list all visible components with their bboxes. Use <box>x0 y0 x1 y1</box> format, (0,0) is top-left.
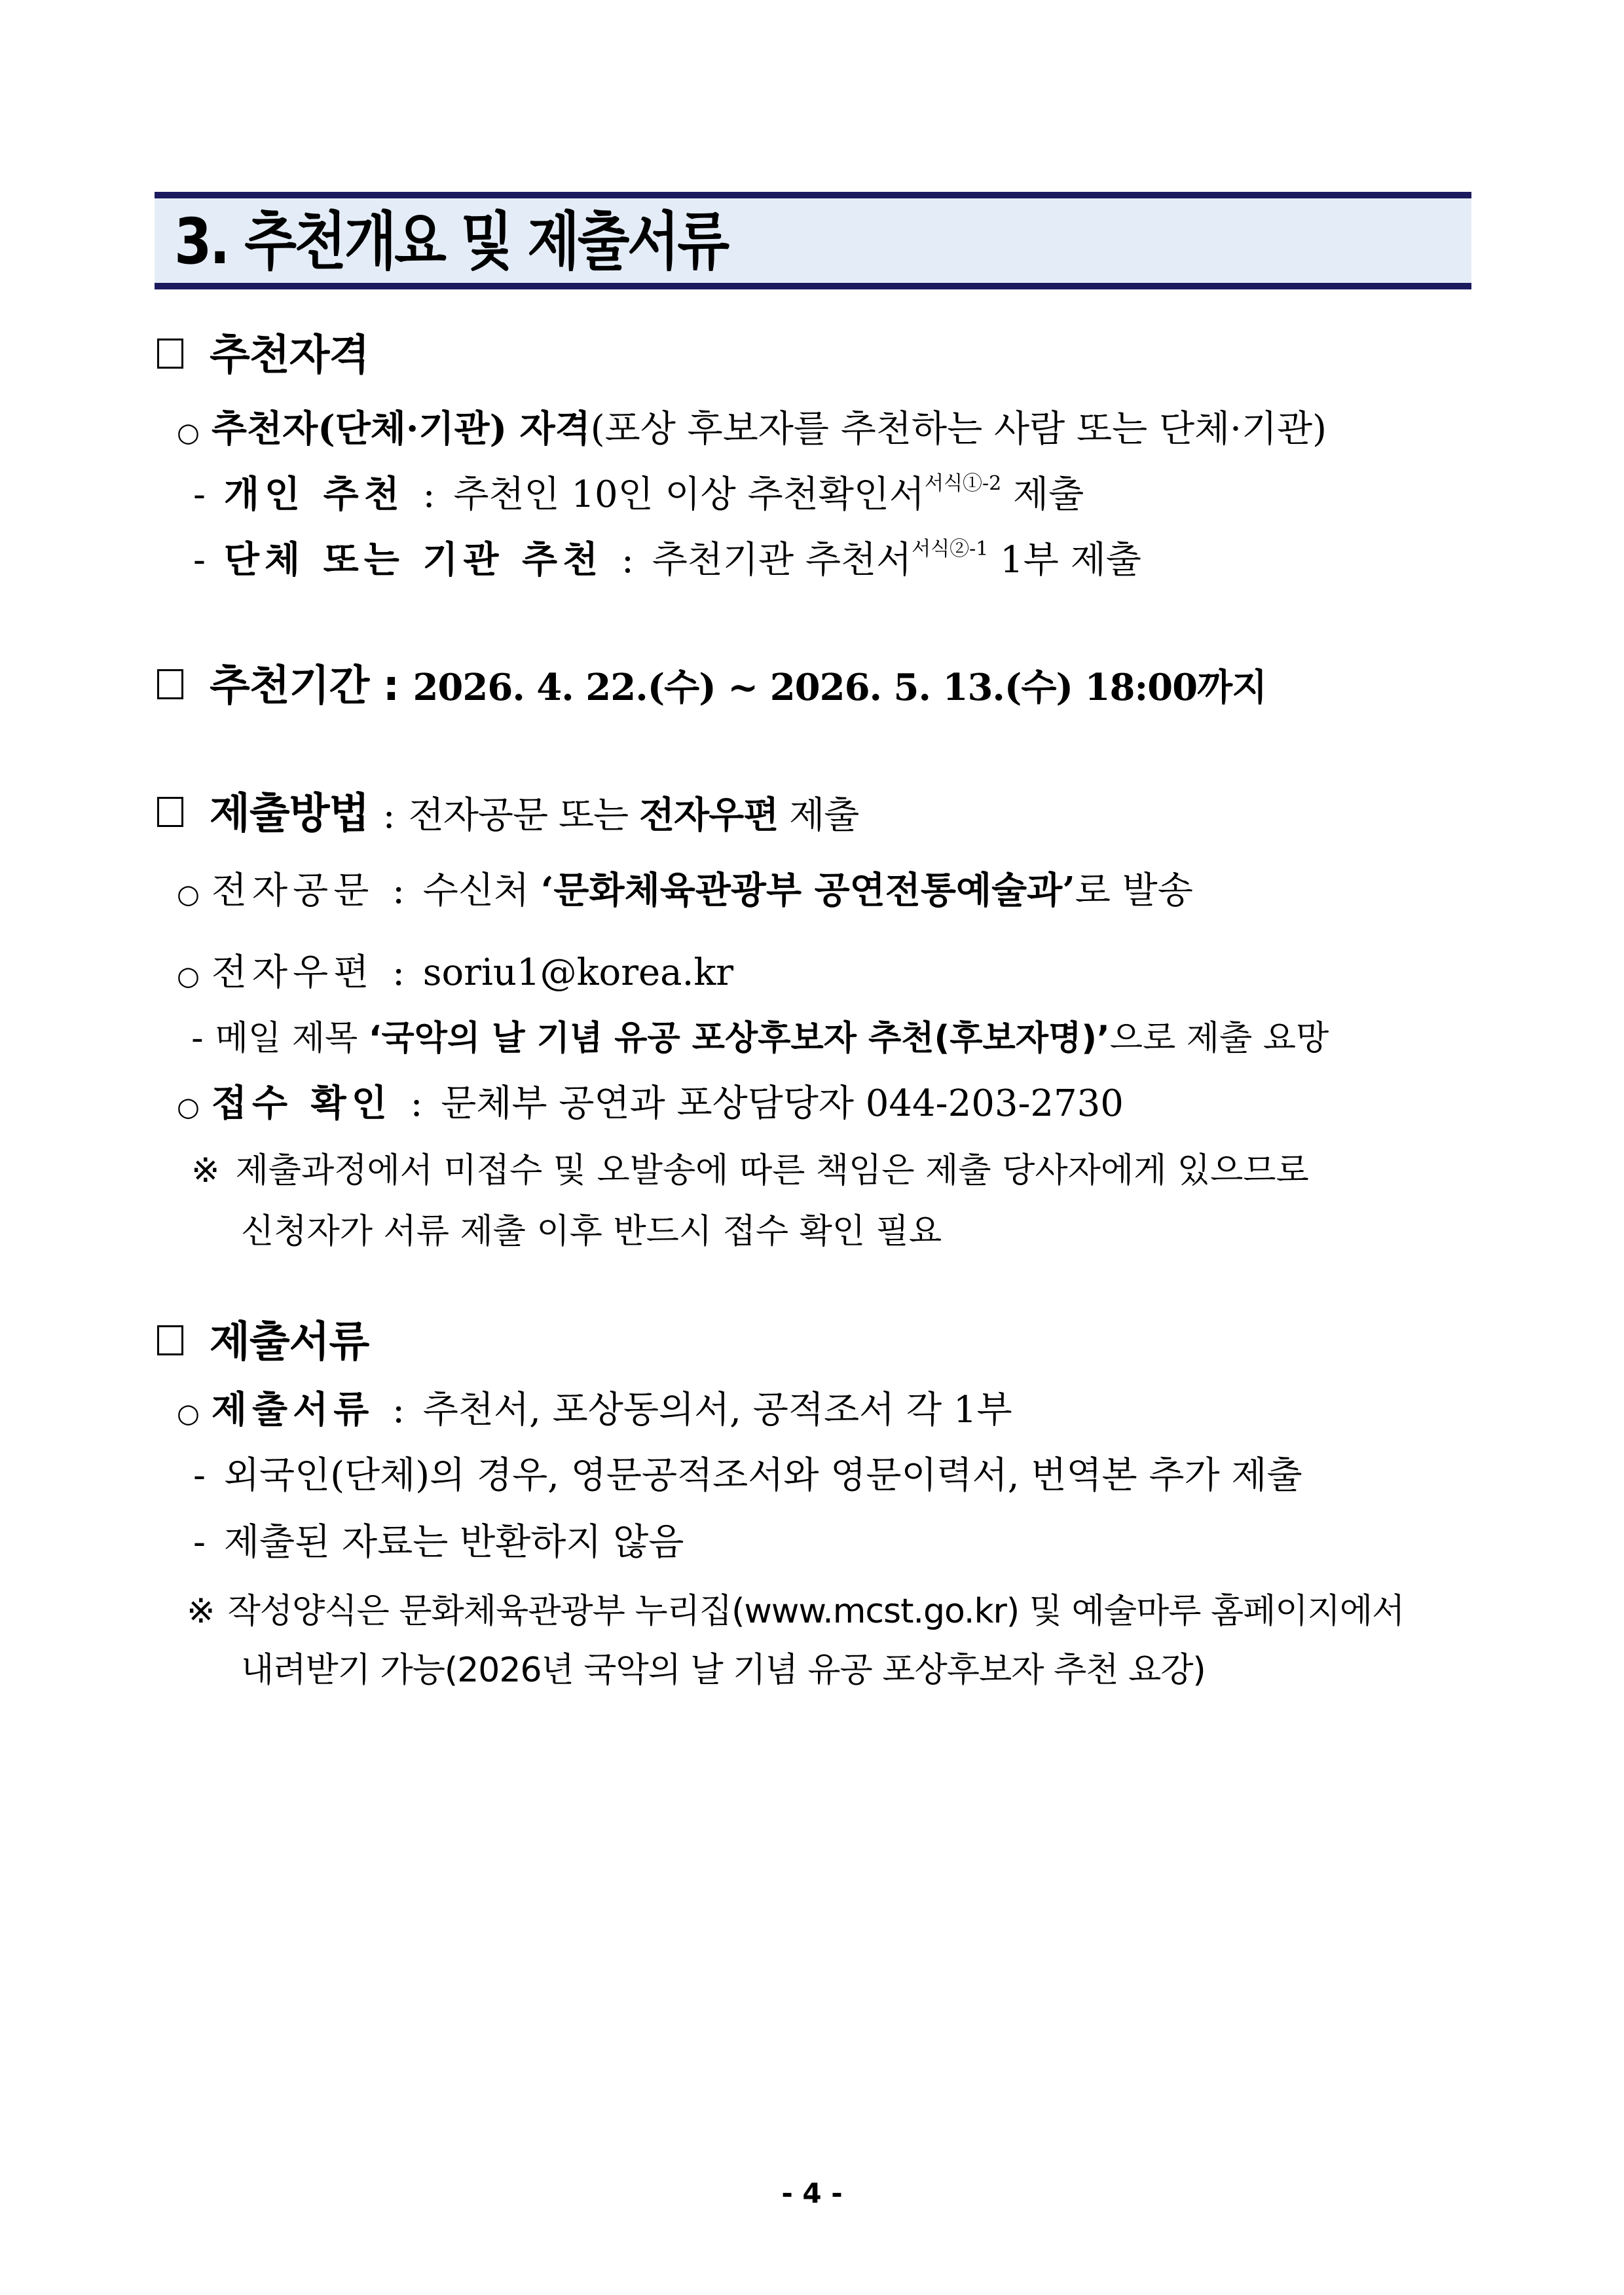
dash-bullet-icon: - <box>191 1019 204 1058</box>
method-option-a: 전자공문 <box>408 794 548 837</box>
heading-text: 추천자격 <box>210 331 369 380</box>
period-heading <box>157 661 1266 712</box>
subitem-organization <box>193 538 1141 582</box>
method-or: 또는 <box>558 794 629 837</box>
separator: : <box>382 662 399 710</box>
item-label: 접수 확인 <box>211 1082 392 1125</box>
section-header <box>155 192 1471 289</box>
item-suffix: 로 발송 <box>1075 870 1193 912</box>
method-item-email <box>177 951 733 995</box>
dash-bullet-icon: - <box>193 473 206 516</box>
reference-mark-icon: ※ <box>187 1592 215 1631</box>
qualification-heading <box>157 331 369 381</box>
circle-bullet-icon: ○ <box>177 961 200 991</box>
method-option-b: 전자우편 <box>638 794 779 837</box>
heading-text: 추천기간 <box>210 662 369 710</box>
dash-bullet-icon: - <box>193 539 206 581</box>
reference-mark-icon: ※ <box>191 1151 220 1190</box>
notice-text: 작성양식은 문화체육관광부 누리집(www.mcst.go.kr) 및 예술마루 홈페이지에서 <box>227 1592 1405 1631</box>
subitem-text: 외국인(단체)의 경우, 영문공적조서와 영문이력서, 번역본 추가 제출 <box>223 1454 1302 1497</box>
email-address[interactable]: soriu1@korea.kr <box>422 951 734 994</box>
subitem-label: 개인 추천 <box>223 473 405 516</box>
heading-text: 제출서류 <box>210 1318 369 1367</box>
documents-heading <box>157 1317 369 1368</box>
documents-subitem-nonreturn <box>193 1520 684 1564</box>
qualification-item <box>177 407 1327 451</box>
notice-line-1 <box>191 1150 1309 1191</box>
notice-text: 제출과정에서 미접수 및 오발송에 따른 책임은 제출 당사자에게 있으므로 <box>235 1151 1309 1190</box>
separator: : <box>621 539 634 581</box>
separator: : <box>392 870 405 912</box>
dash-bullet-icon: - <box>193 1454 206 1497</box>
documents-subitem-foreign <box>193 1454 1302 1497</box>
subitem-text: 제출된 자료는 반환하지 않음 <box>223 1521 684 1564</box>
separator: : <box>422 473 435 516</box>
contact-info: 문체부 공연과 포상담당자 044-203-2730 <box>441 1082 1124 1125</box>
circle-bullet-icon: ○ <box>177 418 200 448</box>
form-reference: 서식①-2 <box>925 472 1002 496</box>
subitem-tail: 제출 <box>1013 473 1084 516</box>
checkbox-square-icon <box>157 797 183 827</box>
method-heading <box>157 789 858 839</box>
mail-subject-line <box>191 1018 1329 1059</box>
mail-subject-prefix: 메일 제목 <box>215 1019 358 1058</box>
subitem-text: 추천인 10인 이상 추천확인서 <box>453 473 925 516</box>
mail-subject-suffix: 으로 제출 요망 <box>1109 1019 1329 1058</box>
method-item-official-doc <box>177 869 1193 913</box>
subitem-individual <box>193 473 1084 517</box>
item-label: 전자공문 <box>211 870 375 912</box>
documents-notice-line-2 <box>241 1650 1206 1691</box>
section-title: 3. 추천개요 및 제출서류 <box>174 205 728 278</box>
method-tail: 제출 <box>789 794 859 837</box>
page-number: - 4 - <box>781 2177 843 2209</box>
documents-notice-line-1 <box>187 1591 1404 1632</box>
period-value: 2026. 4. 22.(수) ~ 2026. 5. 13.(수) 18:00까지 <box>413 666 1267 709</box>
notice-text: 신청자가 서류 제출 이후 반드시 접수 확인 필요 <box>241 1212 942 1251</box>
subitem-label: 단체 또는 기관 추천 <box>223 538 604 581</box>
circle-bullet-icon: ○ <box>177 1092 200 1122</box>
checkbox-square-icon <box>157 669 183 699</box>
separator: : <box>382 794 395 837</box>
item-prefix: 수신처 <box>422 870 530 912</box>
subitem-text: 추천기관 추천서 <box>652 539 912 581</box>
circle-bullet-icon: ○ <box>177 1399 200 1429</box>
separator: : <box>392 951 405 994</box>
notice-text: 내려받기 가능(2026년 국악의 날 기념 유공 포상후보자 추천 요강) <box>241 1651 1206 1690</box>
form-reference: 서식②-1 <box>912 538 989 561</box>
checkbox-square-icon <box>157 1325 183 1355</box>
checkbox-square-icon <box>157 339 183 369</box>
mail-subject-format: ‘국악의 날 기념 유공 포상후보자 추천(후보자명)’ <box>368 1019 1110 1058</box>
recipient-dept: ‘문화체육관광부 공연전통예술과’ <box>540 869 1075 912</box>
notice-line-2 <box>241 1211 942 1252</box>
heading-text: 제출방법 <box>210 790 369 838</box>
item-label: 제출서류 <box>211 1388 375 1431</box>
documents-item <box>177 1388 1012 1432</box>
separator: : <box>392 1389 405 1431</box>
documents-list: 추천서, 포상동의서, 공적조서 각 1부 <box>422 1389 1012 1431</box>
confirm-item <box>177 1082 1124 1126</box>
dash-bullet-icon: - <box>193 1521 206 1564</box>
qualification-desc: (포상 후보자를 추천하는 사람 또는 단체·기관) <box>590 408 1327 450</box>
circle-bullet-icon: ○ <box>177 879 200 909</box>
separator: : <box>410 1082 423 1125</box>
subitem-tail: 1부 제출 <box>1000 539 1141 581</box>
qualification-label: 추천자(단체·기관) 자격 <box>211 407 591 450</box>
item-label: 전자우편 <box>211 951 375 994</box>
